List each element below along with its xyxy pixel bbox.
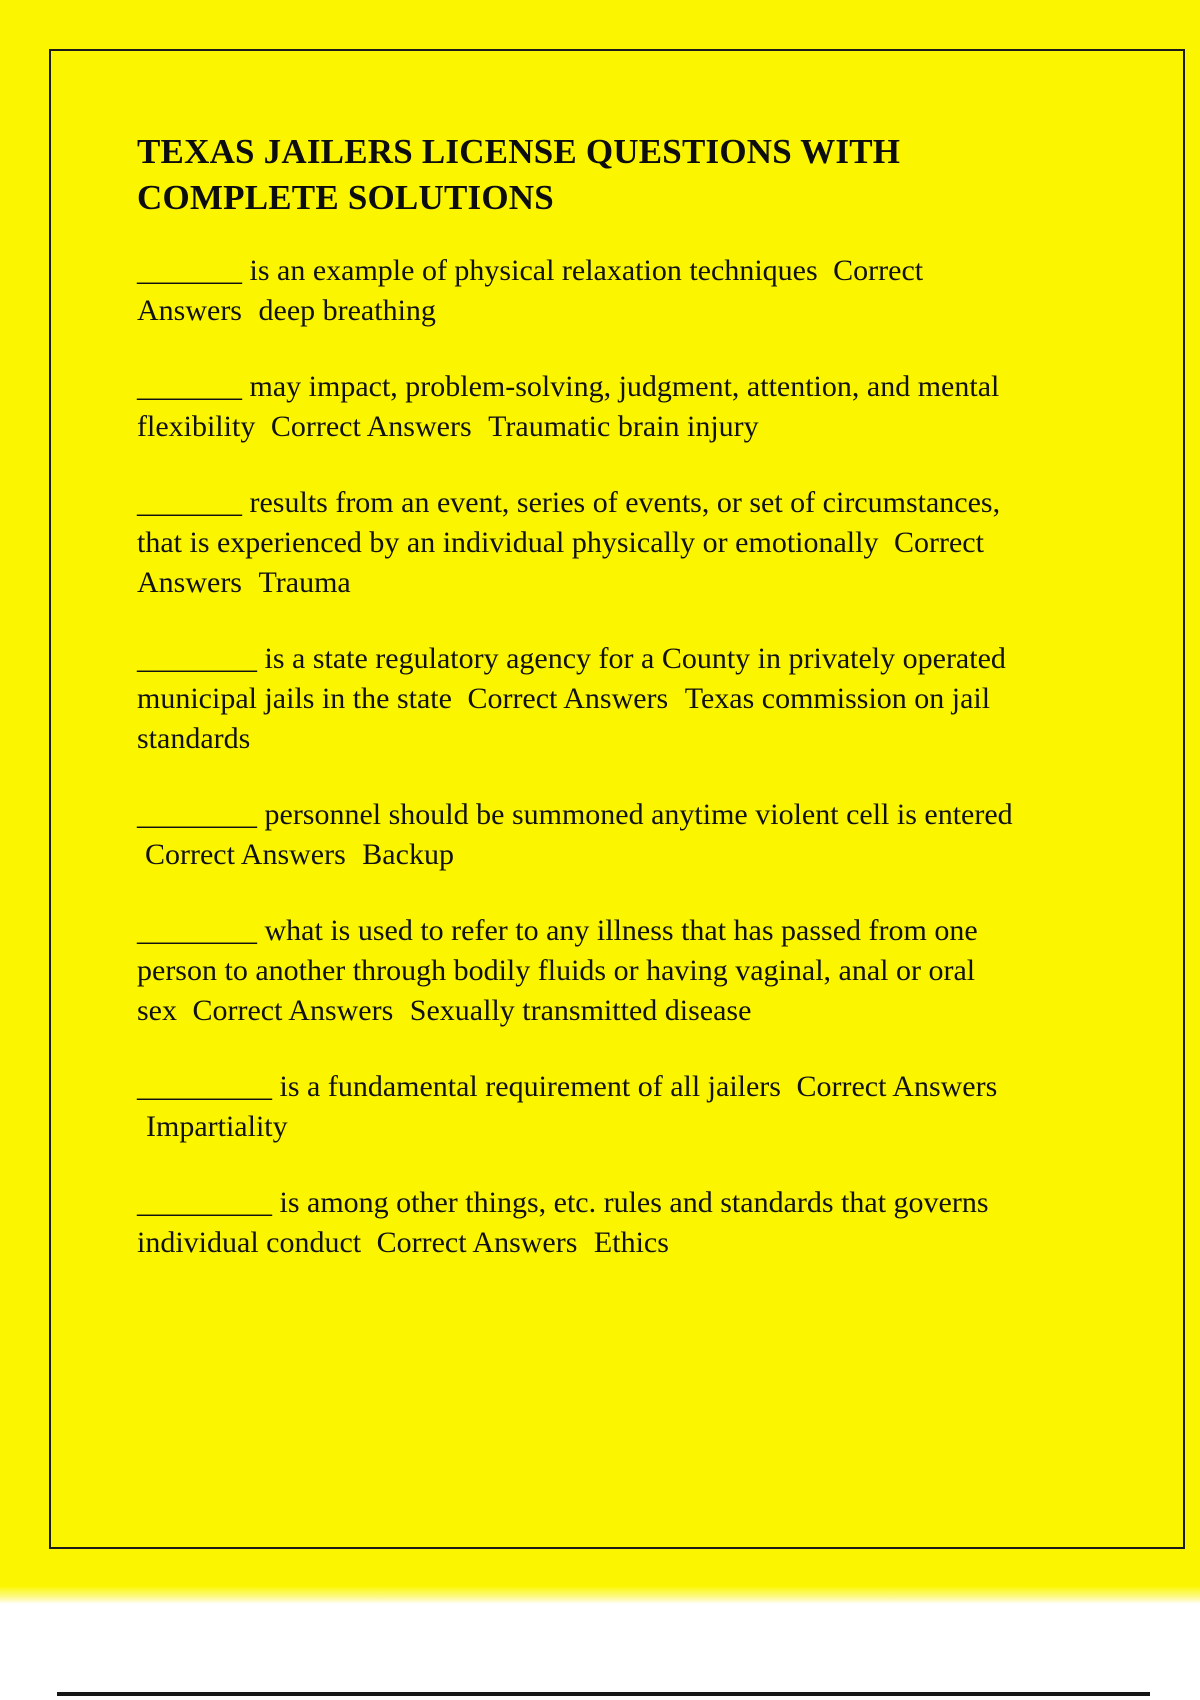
- page-margin-bottom: [0, 1604, 1200, 1700]
- qa-item: [137, 251, 1022, 331]
- answer-blank: _________: [137, 1186, 272, 1219]
- answer-label: Correct Answers: [376, 1226, 578, 1259]
- answer-label: Correct Answers: [270, 410, 472, 443]
- answer-text: Impartiality: [146, 1110, 288, 1143]
- answer-label: Correct Answers: [192, 994, 394, 1027]
- question-text: is an example of physical relaxation techniques: [249, 254, 818, 287]
- document-title: TEXAS JAILERS LICENSE QUESTIONS WITH COMPLETE SOLUTIONS: [137, 132, 901, 217]
- question-text: may impact, problem-solving, judgment, attention, and mental flexibility: [137, 370, 1000, 443]
- answer-text: Trauma: [258, 566, 351, 599]
- answer-blank: ________: [137, 642, 257, 675]
- answer-label: Correct Answers: [137, 254, 924, 327]
- answer-blank: _______: [137, 486, 242, 519]
- answer-label: Correct Answers: [467, 682, 669, 715]
- qa-item: [137, 795, 1022, 875]
- qa-item: [137, 367, 1022, 447]
- qa-item: [137, 1067, 1022, 1147]
- qa-item: [137, 483, 1022, 603]
- answer-blank: _______: [137, 370, 242, 403]
- answer-text: Backup: [362, 838, 454, 871]
- qa-list: [137, 251, 1022, 1263]
- qa-item: [137, 911, 1022, 1031]
- qa-item: [137, 639, 1022, 759]
- question-text: is a state regulatory agency for a County in privately operated municipal jails in the state: [137, 642, 1006, 715]
- question-text: is a fundamental requirement of all jailers: [279, 1070, 781, 1103]
- question-text: personnel should be summoned anytime violent cell is entered: [264, 798, 1013, 831]
- answer-blank: _________: [137, 1070, 272, 1103]
- answer-label: Correct Answers: [137, 526, 984, 599]
- question-text: what is used to refer to any illness that has passed from one person to another through bodily fluids or having vaginal, anal or oral sex: [137, 914, 978, 1027]
- bottom-rule: [57, 1692, 1150, 1696]
- qa-item: [137, 1183, 1022, 1263]
- question-text: is among other things, etc. rules and standards that governs individual conduct: [137, 1186, 989, 1259]
- answer-blank: ________: [137, 914, 257, 947]
- answer-text: Ethics: [593, 1226, 669, 1259]
- answer-text: deep breathing: [258, 294, 436, 327]
- answer-text: Traumatic brain injury: [488, 410, 759, 443]
- answer-text: Sexually transmitted disease: [409, 994, 752, 1027]
- question-text: results from an event, series of events, or set of circumstances, that is experienced by an individual physically or emotionally: [137, 486, 1001, 559]
- answer-label: Correct Answers: [796, 1070, 998, 1103]
- document-frame: [49, 49, 1185, 1549]
- answer-blank: _______: [137, 254, 242, 287]
- answer-blank: ________: [137, 798, 257, 831]
- document-content: [137, 129, 1022, 1299]
- answer-label: Correct Answers: [145, 838, 346, 871]
- answer-text: Texas commission on jail standards: [137, 682, 991, 755]
